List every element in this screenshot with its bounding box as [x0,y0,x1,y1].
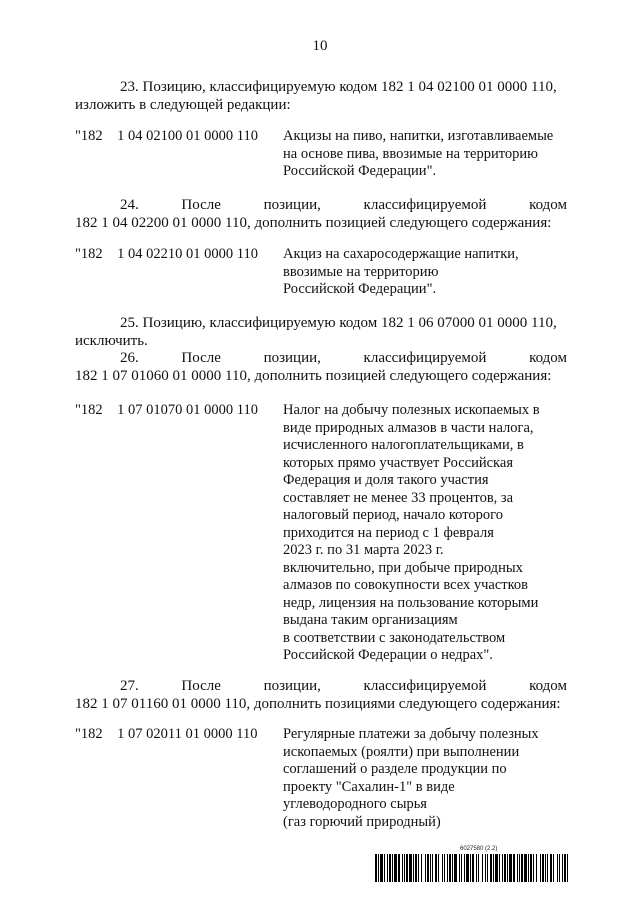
entry-26-desc-line: выдана таким организациям [283,612,458,628]
entry-26-desc-line: включительно, при добыче природных [283,559,523,576]
entry-26-desc-line: в соответствии с законодательством [283,629,506,646]
entry-27-code: "182 1 07 02011 01 0000 110 [75,726,258,742]
entry-26-desc-line: Федерация и доля такого участия [283,472,489,488]
paragraph-23 [75,78,567,114]
entry-24-desc-line: Акциз на сахаросодержащие напитки, [283,246,519,262]
paragraph-27-line-2: 182 1 07 01160 01 0000 110, дополнить позициями следующего содержания: [75,696,561,712]
barcode-label: 6027580 (2.2) [460,846,498,852]
entry-26-desc-line: алмазов по совокупности всех участков [283,577,529,593]
entry-26-desc-line: налоговый период, начало которого [283,507,503,523]
entry-26-desc-line: приходится на период с 1 февраля [283,524,494,541]
paragraph-25 [75,314,567,350]
entry-27-desc-line: углеводородного сырья [283,796,427,812]
paragraph-24-line-1: 24. После позиции, классифицируемой кодом [120,197,567,213]
entry-27-desc-line: проекту "Сахалин-1" в виде [283,778,455,795]
paragraph-24-line-2: 182 1 04 02200 01 0000 110, дополнить позицией следующего содержания: [75,215,552,231]
paragraph-25-line-1: 25. Позицию, классифицируемую кодом 182 1 06 07000 01 0000 110, [120,315,557,331]
paragraph-25-line-2: исключить. [75,333,148,349]
page-number: 10 [312,38,328,54]
entry-27-desc-line: (газ горючий природный) [283,813,441,830]
barcode-block [375,846,569,882]
paragraph-27 [75,677,567,713]
paragraph-23-line-1: 23. Позицию, классифицируемую кодом 182 1 04 02100 01 0000 110, [120,79,557,95]
entry-26-desc-line: которых прямо участвует Российская [283,454,513,471]
entry-24-description [283,246,573,299]
paragraph-27-line-1: 27. После позиции, классифицируемой кодом [120,678,567,694]
entry-23-description [283,128,573,181]
entry-26-desc-line: Налог на добычу полезных ископаемых в [283,402,540,418]
paragraph-26-line-2: 182 1 07 01060 01 0000 110, дополнить позицией следующего содержания: [75,368,552,384]
paragraph-23-line-2: изложить в следующей редакции: [75,97,291,113]
entry-27-desc-line: ископаемых (роялти) при выполнении [283,743,520,760]
entry-26-desc-line: исчисленного налогоплательщиками, в [283,437,524,453]
entry-27-desc-line: соглашений о разделе продукции по [283,761,507,777]
entry-26-desc-line: Российской Федерации о недрах". [283,647,493,663]
entry-26-desc-line: 2023 г. по 31 марта 2023 г. [283,542,444,558]
entry-27-description [283,726,573,831]
entry-26-code: "182 1 07 01070 01 0000 110 [75,402,259,418]
entry-23-code: "182 1 04 02100 01 0000 110 [75,128,259,144]
paragraph-24 [75,196,567,232]
barcode-icon [375,854,569,882]
entry-26-desc-line: составляет не менее 33 процентов, за [283,489,514,506]
entry-24-code: "182 1 04 02210 01 0000 110 [75,246,259,262]
paragraph-26 [75,349,567,385]
entry-23-desc-line: Акцизы на пиво, напитки, изготавливаемые [283,128,554,144]
entry-26-description [283,402,573,665]
entry-23-desc-line: Российской Федерации". [283,163,437,179]
paragraph-26-line-1: 26. После позиции, классифицируемой кодом [120,350,567,366]
entry-24-desc-line: Российской Федерации". [283,281,437,297]
entry-24-desc-line: ввозимые на территорию [283,263,439,280]
entry-27-desc-line: Регулярные платежи за добычу полезных [283,726,539,742]
entry-26-desc-line: виде природных алмазов в части налога, [283,419,534,436]
entry-26-desc-line: недр, лицензия на пользование которыми [283,594,539,611]
entry-23-desc-line: на основе пива, ввозимые на территорию [283,145,538,162]
